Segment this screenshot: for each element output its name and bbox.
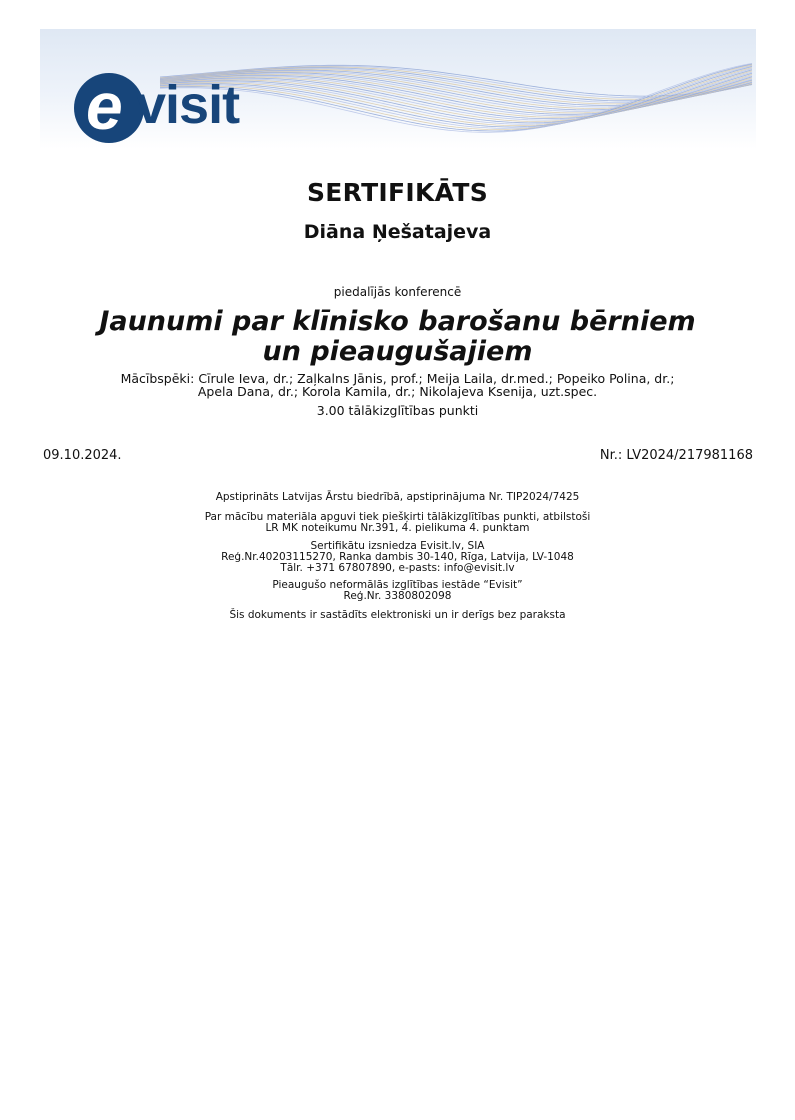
- recipient-name: Diāna Ņešatajeva: [303, 221, 492, 243]
- points-basis-line: LR MK noteikumu Nr.391, 4. pielikuma 4. punktam: [265, 522, 530, 534]
- approval-text: Apstiprināts Latvijas Ārstu biedrībā, apstiprinājuma Nr. TIP2024/7425: [215, 491, 580, 503]
- lecturers: [120, 372, 675, 398]
- logo-wordmark: visit: [136, 75, 240, 135]
- cme-points: 3.00 tālākizglītības punkti: [316, 403, 479, 418]
- certificate-title: SERTIFIKĀTS: [306, 178, 489, 207]
- institution-info: [0, 580, 795, 602]
- issuer-line: Reģ.Nr.40203115270, Ranka dambis 30-140, Rīga, Latvija, LV-1048: [221, 551, 574, 563]
- electronic-notice: Šis dokuments ir sastādīts elektroniski un ir derīgs bez paraksta: [229, 609, 566, 621]
- institution-line: Reģ.Nr. 3380802098: [343, 590, 452, 602]
- conference-title: Jaunumi par klīnisko barošanu bērniem un pieaugušajiem: [99, 306, 696, 367]
- issuer-line: Sertifikātu izsniedza Evisit.lv, SIA: [310, 540, 485, 552]
- institution-line: Pieaugušo neformālās izglītības iestāde “Evisit”: [272, 579, 523, 591]
- issuer-line: Tālr. +371 67807890, e-pasts: info@evisit.lv: [280, 562, 515, 574]
- lecturers-line: Apela Dana, dr.; Korola Kamila, dr.; Nikolajeva Ksenija, uzt.spec.: [197, 384, 598, 399]
- issuer-info: [0, 541, 795, 574]
- logo-letter: e: [86, 69, 123, 143]
- certificate-number: Nr.: LV2024/217981168: [599, 448, 753, 463]
- points-basis-line: Par mācību materiāla apguvi tiek piešķirti tālākizglītības punkti, atbilstoši: [204, 511, 591, 523]
- points-basis: [0, 512, 795, 534]
- lecturers-line: Mācībspēki: Cīrule Ieva, dr.; Zaļkalns Jānis, prof.; Meija Laila, dr.med.; Popeiko Polina, dr.;: [120, 371, 675, 386]
- certificate-date: 09.10.2024.: [43, 448, 122, 463]
- evisit-logo: [74, 69, 240, 145]
- participated-text: piedalījās konferencē: [333, 285, 462, 299]
